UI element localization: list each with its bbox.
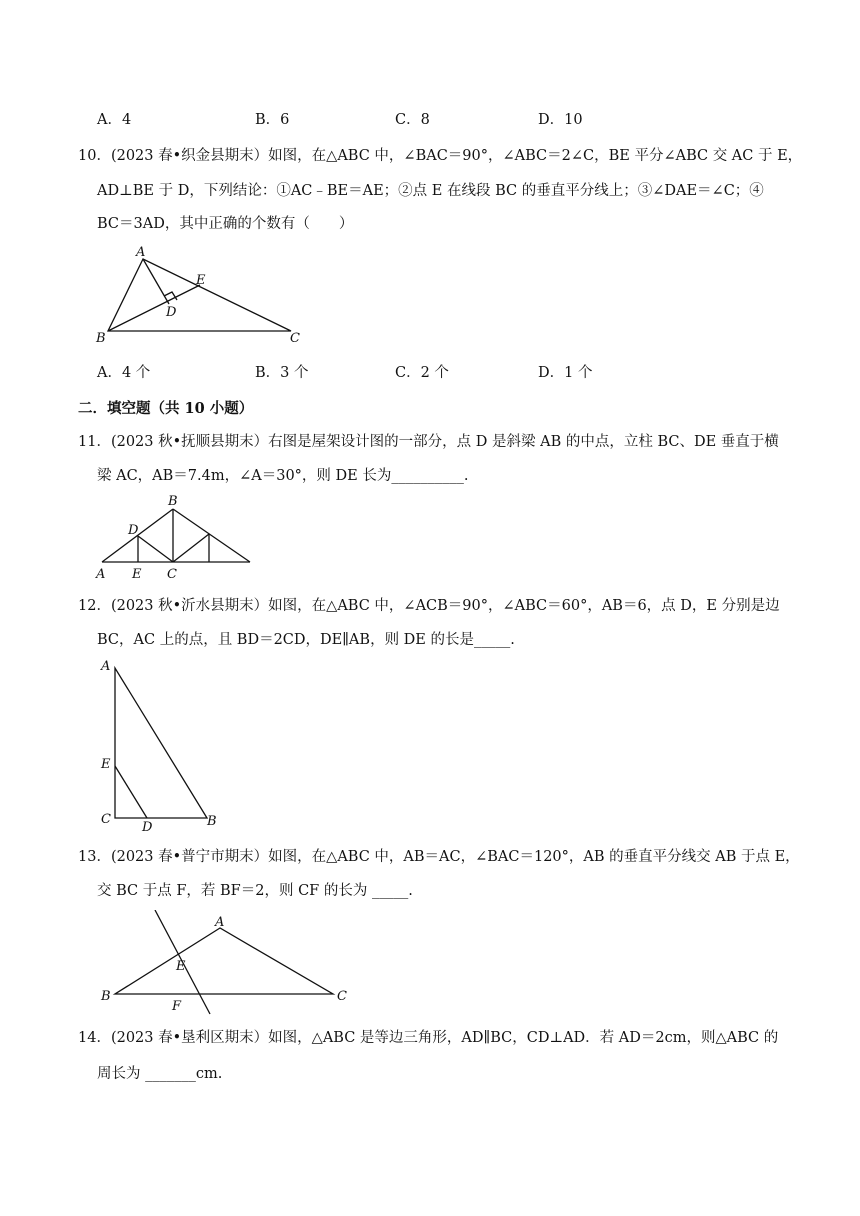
q10-label-d: D <box>166 305 177 320</box>
q10-segment-be <box>108 285 200 331</box>
q14-text-line1: 14．(2023 春•垦利区期末）如图，△ABC 是等边三角形，AD∥BC，CD⊥AD．若 AD＝2cm，则△ABC 的 <box>78 1030 779 1046</box>
q10-text-line2: AD⊥BE 于 D，下列结论：①AC﹣BE＝AE；②点 E 在线段 BC 的垂直平分线上；③∠DAE＝∠C；④ <box>97 183 764 199</box>
q14-text-line2: 周长为 _______cm. <box>97 1066 223 1082</box>
q13-text-line2: 交 BC 于点 F，若 BF＝2，则 CF 的长为 _____. <box>97 883 413 899</box>
q11-figure <box>92 492 257 582</box>
q10-figure <box>90 244 310 348</box>
q10-label-a: A <box>136 245 146 260</box>
q11-brace-right <box>173 534 209 562</box>
q12-figure <box>95 655 225 835</box>
q12-label-d: D <box>142 820 153 835</box>
q13-label-c: C <box>337 989 347 1004</box>
q11-text-line1: 11．(2023 秋•抚顺县期末）右图是屋架设计图的一部分，点 D 是斜梁 AB 的中点，立柱 BC、DE 垂直于横 <box>78 434 779 450</box>
q11-label-a: A <box>96 567 106 582</box>
q13-text-line1: 13．(2023 春•普宁市期末）如图，在△ABC 中，AB＝AC，∠BAC＝120°，AB 的垂直平分线交 AB 于点 E， <box>78 849 800 865</box>
q11-beam-right <box>173 509 250 562</box>
q13-figure <box>95 910 360 1016</box>
q10-text-line3: BC＝3AD，其中正确的个数有（ ） <box>97 216 354 232</box>
q12-segment-de <box>115 766 147 818</box>
q13-label-b: B <box>101 989 111 1004</box>
q10-option-a: A．4 个 <box>97 365 151 381</box>
q11-label-e: E <box>132 567 142 582</box>
q13-label-f: F <box>172 999 182 1014</box>
q10-label-e: E <box>196 273 206 288</box>
q9-option-b: B．6 <box>255 112 290 128</box>
q12-triangle-abc <box>115 668 207 818</box>
q11-label-c: C <box>167 567 177 582</box>
q9-option-c: C．8 <box>395 112 430 128</box>
q10-triangle-abc <box>108 259 291 331</box>
q10-option-d: D．1 个 <box>538 365 593 381</box>
q12-text-line1: 12．(2023 秋•沂水县期末）如图，在△ABC 中，∠ACB＝90°，∠ABC＝60°，AB＝6，点 D，E 分别是边 <box>78 598 780 614</box>
q11-brace-left <box>138 536 173 562</box>
q11-label-d: D <box>128 523 139 538</box>
q13-label-a: A <box>215 915 225 930</box>
q10-text-line1: 10．(2023 春•织金县期末）如图，在△ABC 中，∠BAC＝90°，∠ABC＝2∠C，BE 平分∠ABC 交 AC 于 E， <box>78 148 803 164</box>
q12-label-e: E <box>101 757 111 772</box>
q13-label-e: E <box>176 959 186 974</box>
q12-text-line2: BC，AC 上的点，且 BD＝2CD，DE∥AB，则 DE 的长是_____. <box>97 632 515 648</box>
q12-label-a: A <box>101 659 111 674</box>
q12-label-b: B <box>207 814 217 829</box>
q11-text-line2: 梁 AC，AB＝7.4m，∠A＝30°，则 DE 长为__________. <box>97 468 469 484</box>
q9-option-d: D．10 <box>538 112 583 128</box>
q10-option-b: B．3 个 <box>255 365 309 381</box>
q10-label-b: B <box>96 331 106 346</box>
section-heading-fill-in: 二．填空题（共 10 小题） <box>78 400 254 417</box>
q12-label-c: C <box>101 812 111 827</box>
q9-option-a: A．4 <box>97 112 132 128</box>
q10-option-c: C．2 个 <box>395 365 449 381</box>
q13-triangle-abc <box>115 928 333 994</box>
q10-label-c: C <box>290 331 300 346</box>
q11-label-b: B <box>168 494 178 509</box>
